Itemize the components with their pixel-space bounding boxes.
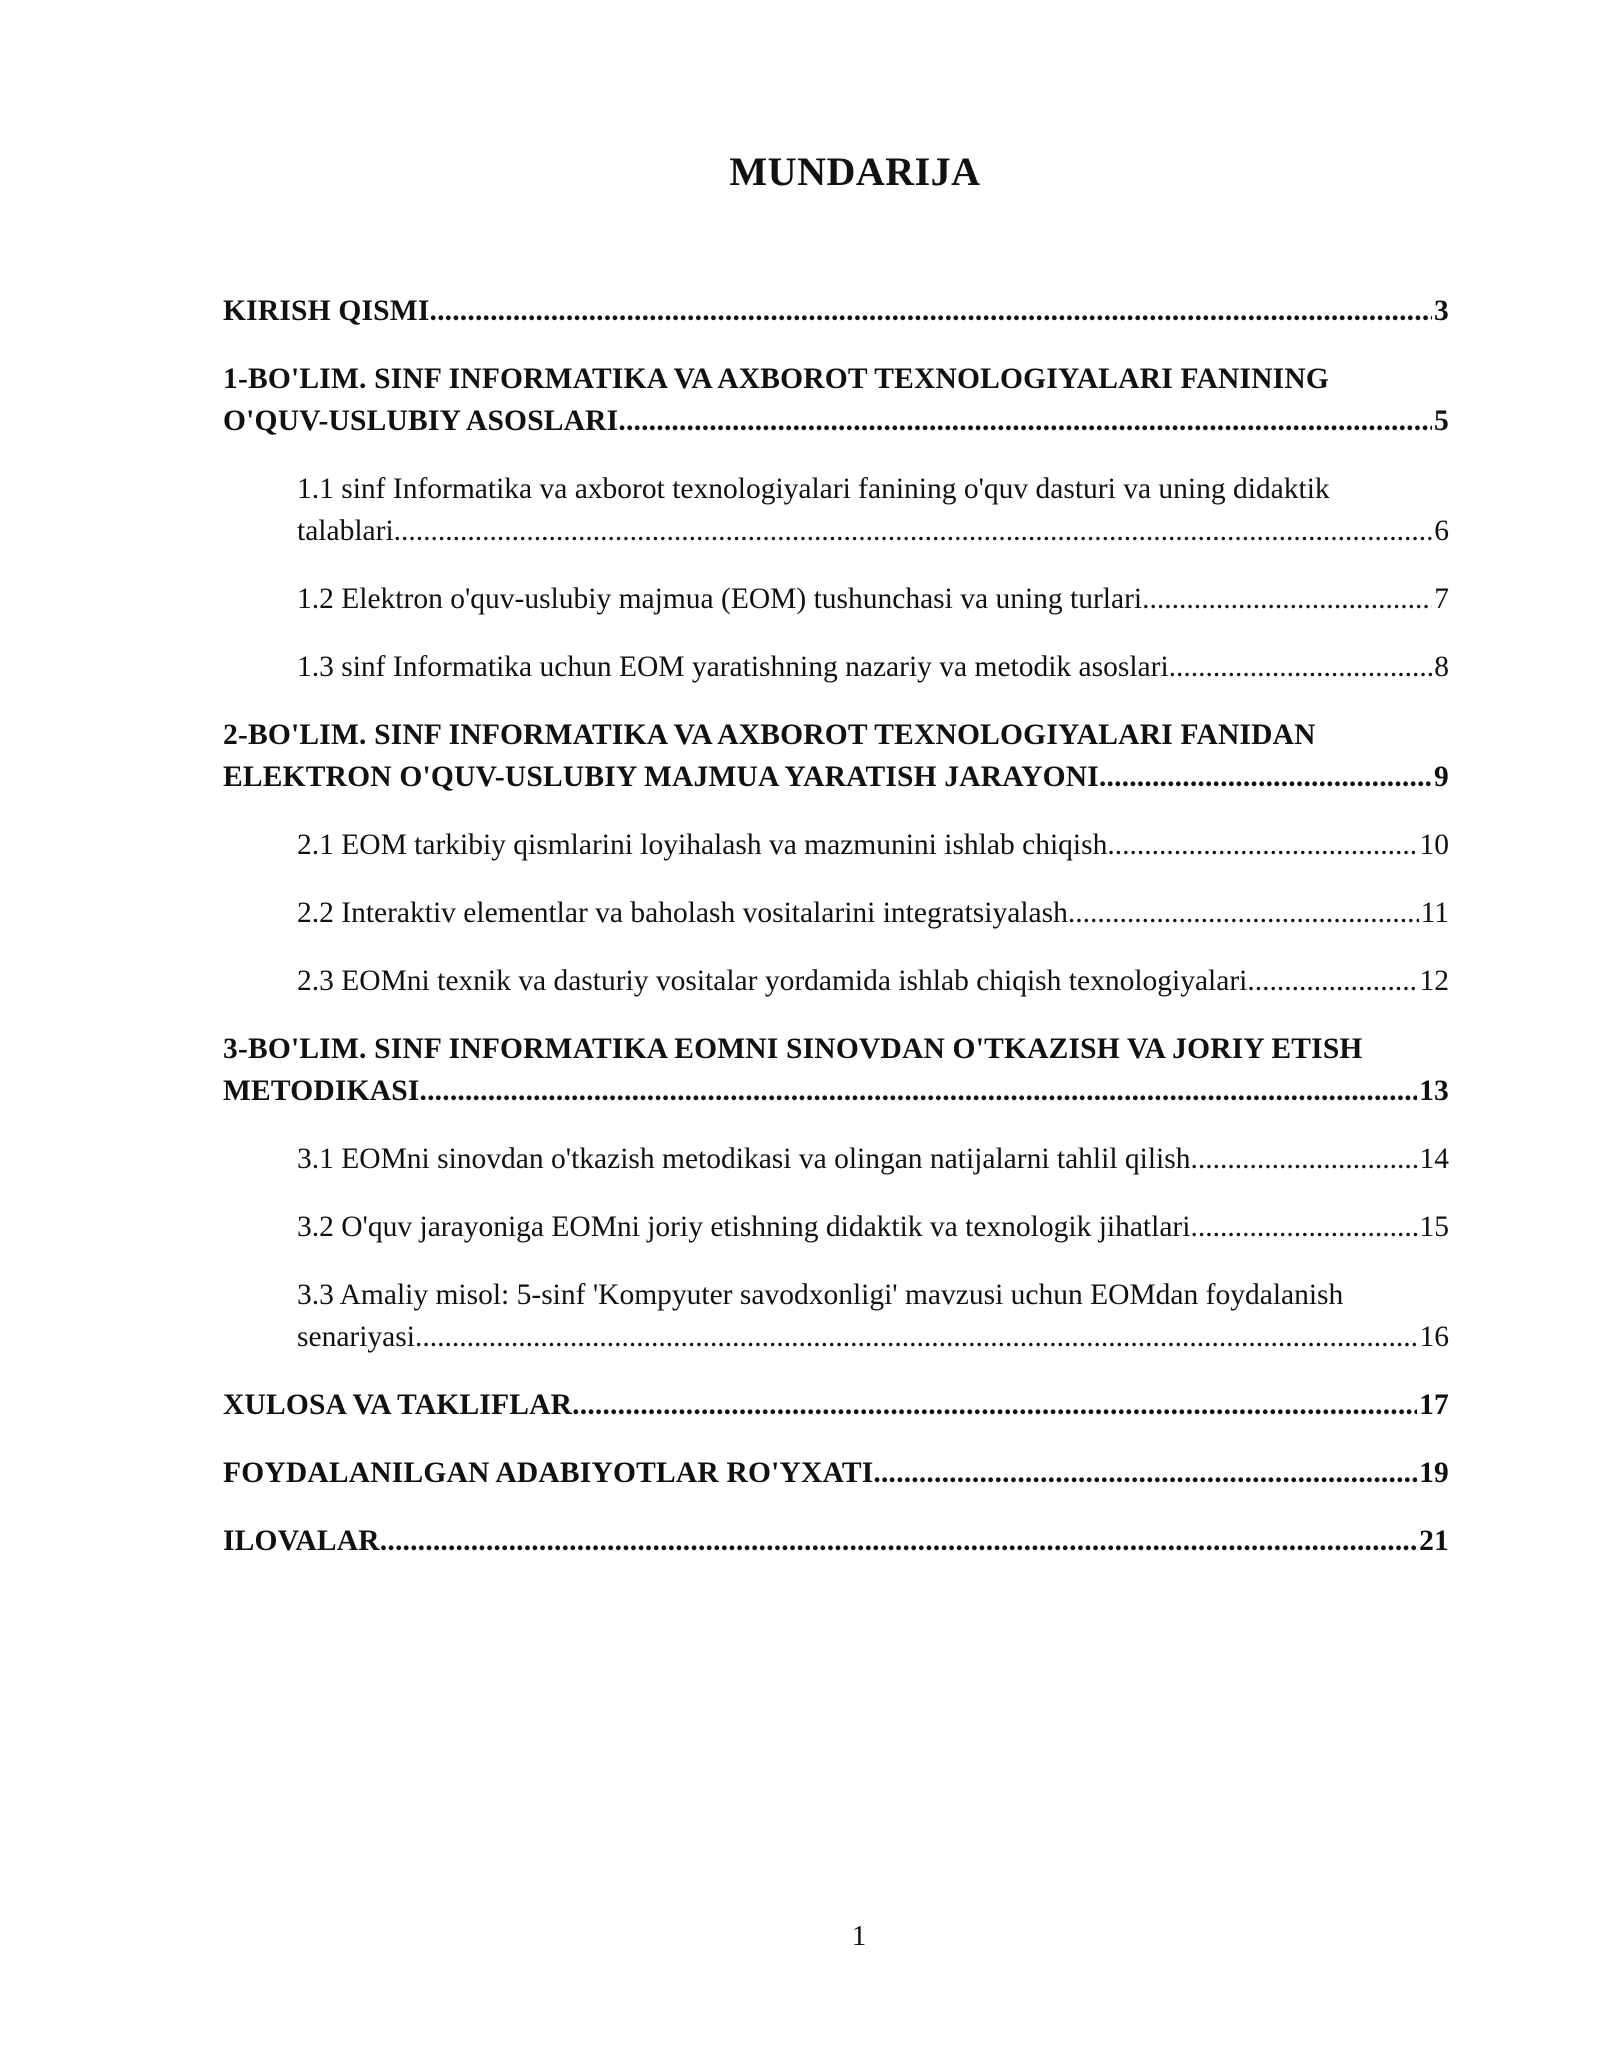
toc-page-number: 3	[1434, 295, 1449, 327]
dot-leader	[430, 290, 1433, 332]
toc-entry-title: 1.3 sinf Informatika uchun EOM yaratishning nazariy va metodik asoslari	[297, 651, 1169, 683]
toc-entry-title: 1.2 Elektron o'quv-uslubiy majmua (EOM) tushunchasi va uning turlari	[297, 583, 1143, 615]
toc-entry-leader-line	[223, 1070, 1449, 1112]
toc-entry-leader-line	[297, 892, 1449, 934]
dot-leader	[1247, 960, 1417, 1002]
toc-entry-leader-line	[223, 1452, 1449, 1494]
dot-leader	[1190, 1138, 1417, 1180]
toc-entry-title: ELEKTRON O'QUV-USLUBIY MAJMUA YARATISH JARAYONI	[223, 761, 1099, 793]
toc-subsection-entry[interactable]	[297, 892, 1449, 934]
toc-page-number: 21	[1419, 1525, 1449, 1557]
toc-section-entry[interactable]	[223, 1452, 1449, 1494]
toc-section-entry[interactable]	[223, 714, 1449, 798]
toc-entry-leader-line	[297, 578, 1449, 620]
toc-entry-title-line: 2-BO'LIM. SINF INFORMATIKA VA AXBOROT TEXNOLOGIYALARI FANIDAN	[223, 719, 1316, 751]
dot-leader	[1099, 756, 1432, 798]
toc-page-number: 19	[1419, 1457, 1449, 1489]
toc-entry-title-line: 1-BO'LIM. SINF INFORMATIKA VA AXBOROT TEXNOLOGIYALARI FANINING	[223, 363, 1330, 395]
toc-page-number: 6	[1434, 515, 1449, 547]
page-title: MUNDARIJA	[729, 149, 981, 194]
toc-page-number: 13	[1419, 1075, 1449, 1107]
toc-entry-title: XULOSA VA TAKLIFLAR	[223, 1389, 573, 1421]
dot-leader	[1107, 824, 1417, 866]
toc-entry-title: KIRISH QISMI	[223, 295, 430, 327]
toc-subsection-entry[interactable]	[297, 646, 1449, 688]
toc-entry-leader-line	[297, 824, 1449, 866]
toc-subsection-entry[interactable]	[297, 1138, 1449, 1180]
toc-entry-title-line: 1.1 sinf Informatika va axborot texnologiyalari fanining o'quv dasturi va uning didaktik	[297, 473, 1330, 505]
toc-section-entry[interactable]	[223, 1028, 1449, 1112]
toc-subsection-entry[interactable]	[297, 1274, 1449, 1358]
toc-page-number: 16	[1419, 1321, 1449, 1353]
toc-page-number: 15	[1419, 1211, 1449, 1243]
toc-entry-leader-line	[223, 1520, 1449, 1562]
toc-section-entry[interactable]	[223, 1384, 1449, 1426]
toc-entry-leader-line	[223, 400, 1449, 442]
toc-entry-title-line: 3.3 Amaliy misol: 5-sinf 'Kompyuter savodxonligi' mavzusi uchun EOMdan foydalanish	[297, 1279, 1344, 1311]
toc-entry-leader-line	[297, 1138, 1449, 1180]
dot-leader	[1190, 1206, 1417, 1248]
toc-section-entry[interactable]	[223, 1520, 1449, 1562]
toc-entry-title: 3.2 O'quv jarayoniga EOMni joriy etishning didaktik va texnologik jihatlari	[297, 1211, 1191, 1243]
toc-page-number: 11	[1420, 897, 1449, 929]
toc-section-entry[interactable]	[223, 290, 1449, 332]
dot-leader	[1068, 892, 1419, 934]
dot-leader	[380, 1520, 1417, 1562]
toc-page-number: 8	[1434, 651, 1449, 683]
toc-entry-leader-line	[297, 646, 1449, 688]
dot-leader	[420, 1070, 1418, 1112]
toc-entry-leader-line	[223, 756, 1449, 798]
toc-entry-title: O'QUV-USLUBIY ASOSLARI	[223, 405, 619, 437]
toc-page-number: 5	[1434, 405, 1449, 437]
toc-entry-title: senariyasi	[297, 1321, 415, 1353]
toc-subsection-entry[interactable]	[297, 960, 1449, 1002]
toc-entry-title: FOYDALANILGAN ADABIYOTLAR RO'YXATI	[223, 1457, 874, 1489]
toc-entry-title: talablari	[297, 515, 394, 547]
dot-leader	[415, 1316, 1418, 1358]
toc-entry-leader-line	[223, 1384, 1449, 1426]
dot-leader	[1169, 646, 1433, 688]
toc-subsection-entry[interactable]	[297, 1206, 1449, 1248]
toc-entry-title: 3.1 EOMni sinovdan o'tkazish metodikasi va olingan natijalarni tahlil qilish	[297, 1143, 1191, 1175]
table-of-contents	[223, 290, 1449, 1588]
dot-leader	[572, 1384, 1417, 1426]
toc-page-number: 10	[1419, 829, 1449, 861]
dot-leader	[394, 510, 1433, 552]
toc-page-number: 14	[1419, 1143, 1449, 1175]
toc-entry-title: METODIKASI	[223, 1075, 420, 1107]
dot-leader	[1142, 578, 1432, 620]
toc-entry-leader-line	[223, 290, 1449, 332]
dot-leader	[618, 400, 1432, 442]
toc-section-entry[interactable]	[223, 358, 1449, 442]
toc-page-number: 9	[1434, 761, 1449, 793]
toc-subsection-entry[interactable]	[297, 824, 1449, 866]
toc-entry-leader-line	[297, 510, 1449, 552]
toc-entry-leader-line	[297, 1316, 1449, 1358]
toc-entry-title: 2.3 EOMni texnik va dasturiy vositalar yordamida ishlab chiqish texnologiyalari	[297, 965, 1248, 997]
toc-entry-title: 2.2 Interaktiv elementlar va baholash vositalarini integratsiyalash	[297, 897, 1068, 929]
toc-entry-title: 2.1 EOM tarkibiy qismlarini loyihalash va mazmunini ishlab chiqish	[297, 829, 1108, 861]
toc-subsection-entry[interactable]	[297, 578, 1449, 620]
page-number: 1	[851, 1920, 867, 1952]
toc-entry-leader-line	[297, 960, 1449, 1002]
toc-page-number: 7	[1434, 583, 1449, 615]
dot-leader	[873, 1452, 1417, 1494]
toc-subsection-entry[interactable]	[297, 468, 1449, 552]
toc-entry-leader-line	[297, 1206, 1449, 1248]
toc-entry-title-line: 3-BO'LIM. SINF INFORMATIKA EOMNI SINOVDAN O'TKAZISH VA JORIY ETISH	[223, 1033, 1363, 1065]
toc-page-number: 17	[1419, 1389, 1449, 1421]
toc-page-number: 12	[1419, 965, 1449, 997]
toc-entry-title: ILOVALAR	[223, 1525, 380, 1557]
